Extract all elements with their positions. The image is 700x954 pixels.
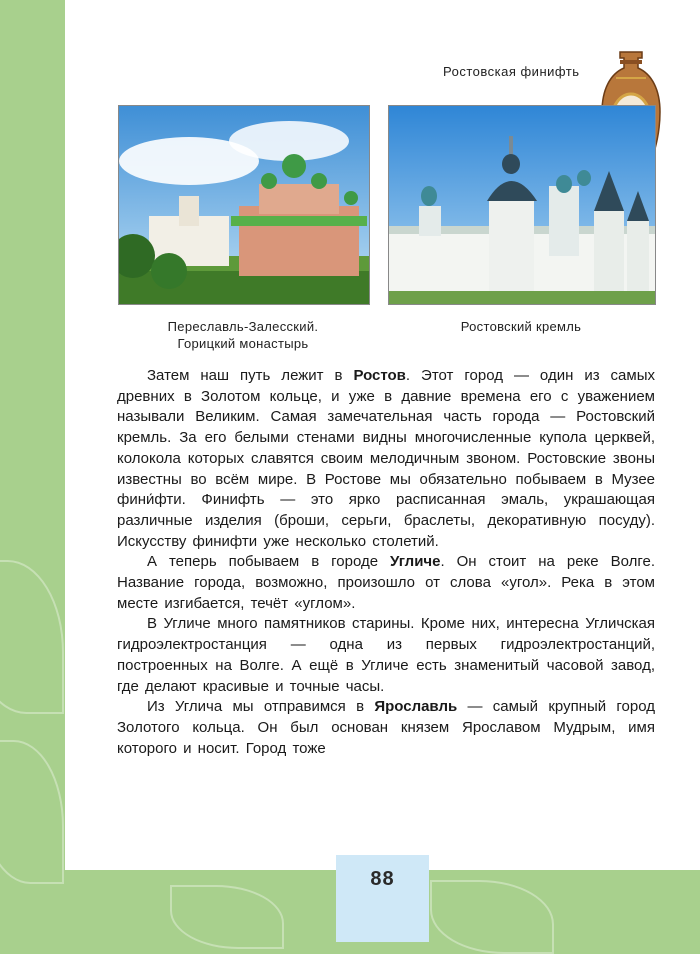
caption-line: Ростовский кремль (460, 319, 582, 334)
rostov-kremlin-photo (388, 105, 656, 305)
text-span: А теперь побываем в городе (147, 553, 391, 571)
background-leaf-decoration (0, 560, 64, 714)
background-leaf-decoration (0, 740, 64, 884)
text-span: Из Углича мы отправимся в (147, 698, 375, 716)
paragraph-rostov (117, 366, 655, 552)
caption-line: Переславль-Залесский. (167, 319, 319, 334)
paragraph-yaroslavl (117, 697, 655, 759)
city-name-yaroslavl: Ярославль (374, 698, 458, 716)
paragraph-uglich-landmarks: В Угличе много памятников старины. Кроме них, интересна Угличская гидроэлектростанция — одна из первых гидроэлектростанций, построенных на Волге. А ещё в Угличе есть знаменитый часовой завод, где делают красивые и точные часы. (117, 615, 655, 695)
background-leaf-decoration (170, 885, 284, 949)
city-name-uglich: Угличе (390, 553, 441, 571)
goritsky-monastery-photo (118, 105, 370, 305)
city-name-rostov: Ростов (353, 367, 406, 384)
text-span: Затем наш путь лежит в (147, 367, 354, 384)
text-span: — самый крупный город Золотого кольца. Он был основан князем Ярославом Мудрым, имя которого и носит. Город тоже (117, 698, 655, 757)
vase-caption: Ростовская финифть (443, 64, 580, 79)
text-span: . Он стоит на реке Волге. Название города, возможно, произошло от слова «угол». Река в этом месте изгибается, течёт «углом». (117, 553, 655, 612)
rostov-kremlin-caption (388, 318, 654, 335)
main-text (117, 366, 655, 759)
caption-line: Горицкий монастырь (177, 336, 309, 351)
goritsky-monastery-caption (118, 318, 368, 352)
text-span: . Этот город — один из самых древних в Золотом кольце, и уже в давние времена его с уважением называли Великим. Самая замечательная часть города — Ростовский кремль. За его белыми стенами видны многочисленные купола церквей, колокола которых славятся своим мелодичным звоном. Ростовские звоны известны во всём мире. В Ростове мы обязательно побываем в Музее фини́фти. Финифть — это ярко расписанная эмаль, украшающая различные изделия (броши, серьги, браслеты, декоративную посуду). Искусству финифти уже несколько столетий. (117, 367, 655, 550)
page-number: 88 (370, 868, 395, 890)
paragraph-uglich (117, 552, 655, 614)
background-leaf-decoration (430, 880, 554, 954)
